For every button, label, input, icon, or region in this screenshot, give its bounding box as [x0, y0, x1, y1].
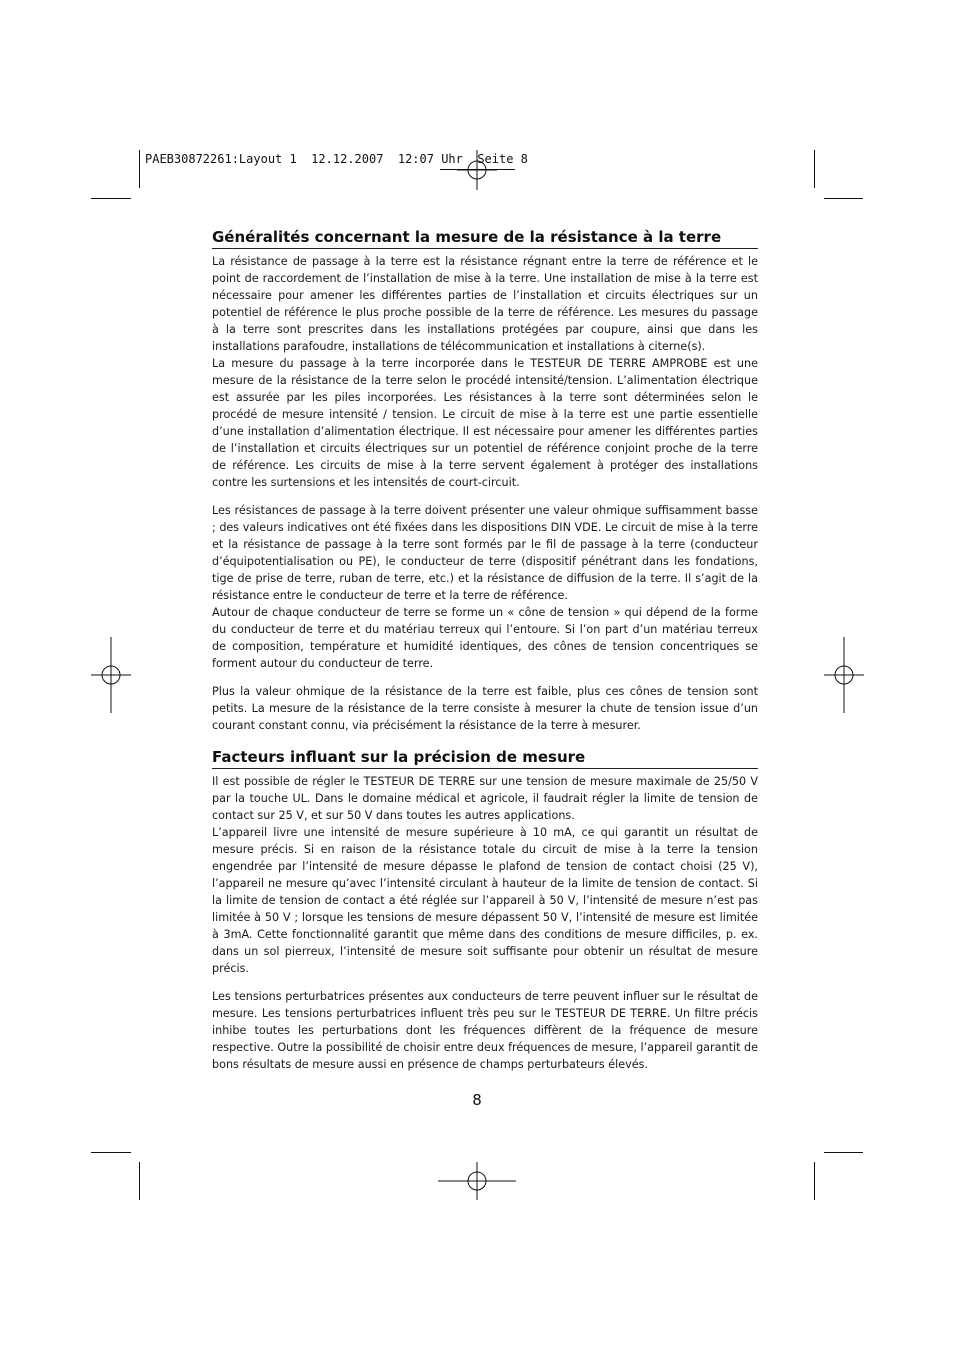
section-heading-generalites: Généralités concernant la mesure de la résistance à la terre [212, 228, 758, 249]
paragraph: La mesure du passage à la terre incorporée dans le TESTEUR DE TERRE AMPROBE est une mesure de la résistance de la terre selon le procédé intensité/tension. L’alimentation électrique est assurée par les piles incorporées. Les résistances à la terre sont déterminées selon le procédé de mesure intensité / tension. Le circuit de mise à la terre est une partie essentielle d’une installation d’alimentation électrique. Il est nécessaire pour amener les différentes parties de l’installation et circuits électriques sur un potentiel de référence conjoint proche de la terre de référence. Les circuits de mise à la terre servent également à protéger des installations contre les surtensions et les intensités de court-circuit. [212, 357, 758, 489]
paragraph: L’appareil livre une intensité de mesure supérieure à 10 mA, ce qui garantit un résultat de mesure précis. Si en raison de la résistance totale du circuit de mise à la terre la tension engendrée par l’intensité de mesure dépasse le plafond de tension de contact choisi (25 V), l’appareil ne mesure qu’avec l’intensité circulant à hauteur de la limite de tension de contact. Si la limite de tension de contact a été réglée sur l’appareil à 50 V, l’intensité de mesure n’est pas limitée à 50 V ; lorsque les tensions de mesure dépassent 50 V, l’intensité de mesure est limitée à 3mA. Cette fonctionnalité garantit que même dans des conditions de mesure difficiles, p. ex. dans un sol pierreux, l’intensité de mesure soit suffisante pour obtenir un résultat de mesure précis. [212, 826, 758, 975]
paragraph: Autour de chaque conducteur de terre se forme un « cône de tension » qui dépend de la forme du conducteur de terre et du matériau terreux qui l’entoure. Si l’on part d’un matériau terreux de composition, température et humidité identiques, des cônes de tension concentriques se forment autour du conducteur de terre. [212, 606, 758, 670]
crop-mark-bottom-left-h [91, 1152, 131, 1153]
crop-mark-bottom-right-v [814, 1162, 815, 1200]
paragraph: Les résistances de passage à la terre doivent présenter une valeur ohmique suffisamment basse ; des valeurs indicatives ont été fixées dans les dispositions DIN VDE. Le circuit de mise à la terre et la résistance de passage à la terre sont formés par le fil de passage à la terre (conducteur d’équipotentialisation ou PE), le conducteur de terre (dispositif pénétrant dans les fondations, tige de prise de terre, ruban de terre, etc.) et la résistance de diffusion de la terre. Il s’agit de la résistance entre le conducteur de terre et la terre de référence. [212, 504, 758, 602]
crop-mark-bottom-right-h [824, 1152, 863, 1153]
crop-mark-top-left-h [91, 198, 131, 199]
section-heading-facteurs: Facteurs influant sur la précision de mesure [212, 748, 758, 769]
registration-mark-top-icon [457, 150, 497, 190]
crop-mark-bottom-left-v [139, 1162, 140, 1200]
print-slug-line: PAEB30872261:Layout 1 12.12.2007 12:07 Uhr Seite 8 [145, 152, 528, 166]
paragraph: Il est possible de régler le TESTEUR DE TERRE sur une tension de mesure maximale de 25/50 V par la touche UL. Dans le domaine médical et agricole, il faudrait régler la limite de tension de contact sur 25 V, et sur 50 V dans toutes les autres applications. [212, 775, 758, 822]
page-content [212, 228, 758, 1073]
page-number: 8 [472, 1091, 482, 1109]
crop-mark-top-right-v [814, 150, 815, 188]
paragraph: La résistance de passage à la terre est la résistance régnant entre la terre de référence et le point de raccordement de l’installation de mise à la terre. Une installation de mise à la terre est nécessaire pour amener les différentes parties de l’installation et circuits électriques sur un potentiel de référence le plus proche possible de la terre de référence. Les mesures du passage à la terre sont prescrites dans les installations protégées par coupure, ainsi que dans les installations parafoudre, installations de télécommunication et installations à citerne(s). [212, 255, 758, 353]
crop-mark-top-left-v [139, 150, 140, 188]
paragraph: Plus la valeur ohmique de la résistance de la terre est faible, plus ces cônes de tension sont petits. La mesure de la résistance de la terre consiste à mesurer la chute de tension issue d’un courant constant connu, via précisément la résistance de la terre à mesurer. [212, 685, 758, 732]
registration-mark-bottom-icon [438, 1162, 516, 1200]
registration-mark-right-icon [824, 637, 864, 713]
paragraph: Les tensions perturbatrices présentes aux conducteurs de terre peuvent influer sur le résultat de mesure. Les tensions perturbatrices influent très peu sur le TESTEUR DE TERRE. Un filtre précis inhibe toutes les perturbations dont les fréquences diffèrent de la fréquence de mesure respective. Outre la possibilité de choisir entre deux fréquences de mesure, l’appareil garantit de bons résultats de mesure aussi en présence de champs perturbateurs élevés. [212, 990, 758, 1071]
crop-mark-top-right-h [824, 198, 863, 199]
registration-mark-left-icon [91, 637, 131, 713]
